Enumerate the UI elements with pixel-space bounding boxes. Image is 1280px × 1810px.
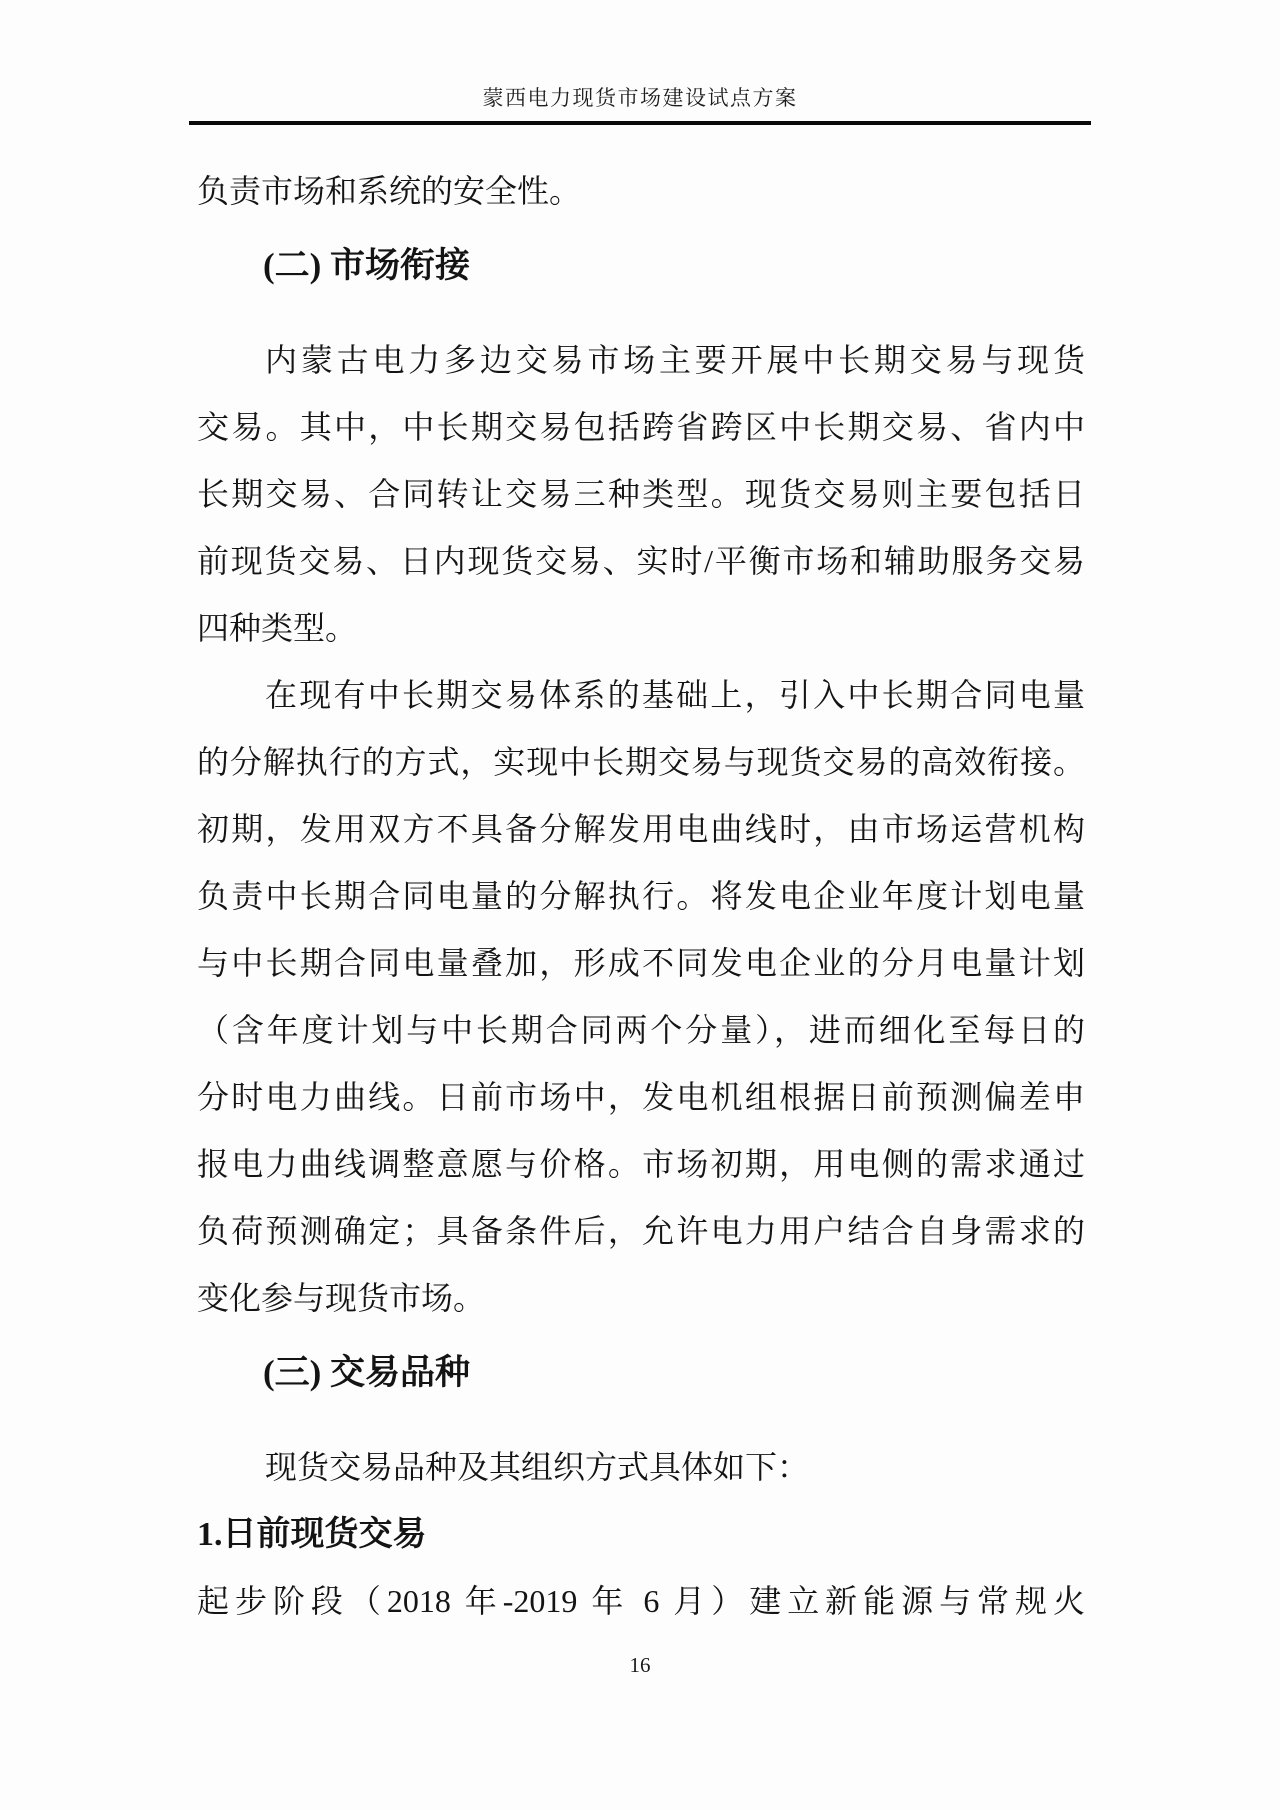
body-line: 分时电力曲线。日前市场中，发电机组根据日前预测偏差申	[197, 1079, 1085, 1115]
body-line: 长期交易、合同转让交易三种类型。现货交易则主要包括日	[197, 476, 1085, 512]
body-line: 负责市场和系统的安全性。	[197, 173, 582, 209]
body-line: 负责中长期合同电量的分解执行。将发电企业年度计划电量	[197, 878, 1085, 914]
section-heading-2: (二) 市场衔接	[263, 246, 471, 285]
body-line: 现货交易品种及其组织方式具体如下：	[265, 1449, 810, 1485]
document-body	[197, 158, 1085, 1635]
body-line: 内蒙古电力多边交易市场主要开展中长期交易与现货	[265, 342, 1085, 378]
body-line: 起步阶段（2018 年-2019 年 6 月）建立新能源与常规火	[197, 1583, 1085, 1619]
numbered-subheading: 1.日前现货交易	[197, 1516, 427, 1553]
body-line: 负荷预测确定；具备条件后，允许电力用户结合自身需求的	[197, 1213, 1085, 1249]
body-line: 报电力曲线调整意愿与价格。市场初期，用电侧的需求通过	[197, 1146, 1085, 1182]
body-line: 初期，发用双方不具备分解发用电曲线时，由市场运营机构	[197, 811, 1085, 847]
page-number: 16	[629, 1653, 651, 1677]
body-line: 前现货交易、日内现货交易、实时/平衡市场和辅助服务交易	[197, 543, 1085, 579]
body-line: 的分解执行的方式，实现中长期交易与现货交易的高效衔接。	[197, 744, 1085, 780]
header-rule	[189, 121, 1091, 125]
body-line: 变化参与现货市场。	[197, 1280, 486, 1316]
body-line: 交易。其中，中长期交易包括跨省跨区中长期交易、省内中	[197, 409, 1085, 445]
section-heading-3: (三) 交易品种	[263, 1353, 471, 1392]
page-header-title: 蒙西电力现货市场建设试点方案	[482, 86, 798, 110]
body-line: 在现有中长期交易体系的基础上，引入中长期合同电量	[265, 677, 1085, 713]
body-line: （含年度计划与中长期合同两个分量），进而细化至每日的	[197, 1012, 1085, 1048]
body-line: 与中长期合同电量叠加，形成不同发电企业的分月电量计划	[197, 945, 1085, 981]
body-line: 四种类型。	[197, 610, 358, 646]
